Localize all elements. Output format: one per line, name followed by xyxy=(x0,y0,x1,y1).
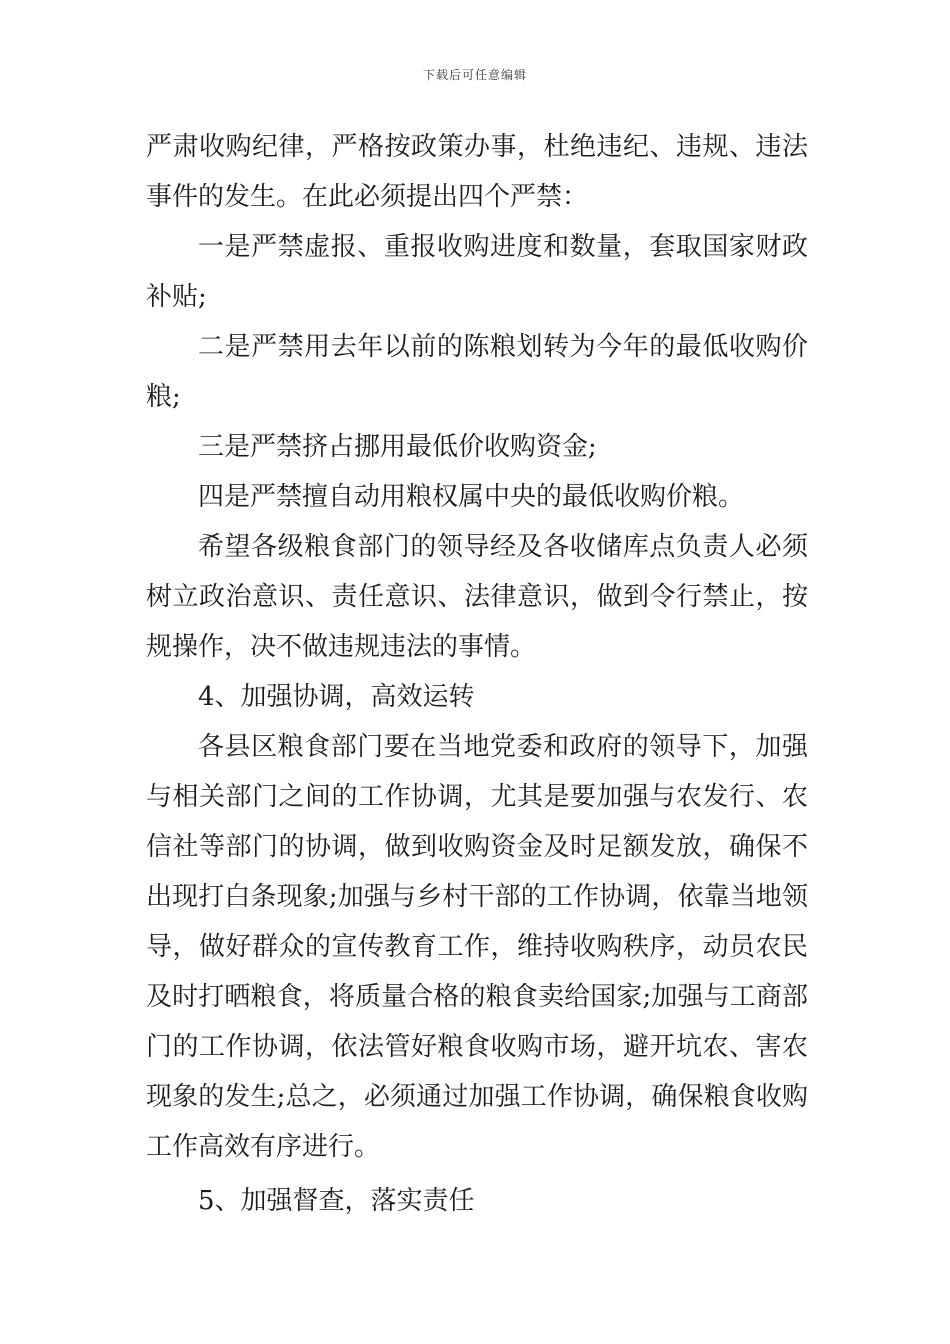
section-heading-4: 4、加强协调，高效运转 xyxy=(198,682,475,712)
paragraph-prohibition-4: 四是严禁擅自动用粮权属中央的最低收购价粮。 xyxy=(198,482,745,512)
paragraph-coordination: 各县区粮食部门要在当地党委和政府的领导下，加强与相关部门之间的工作协调，尤其是要加强与农发行、农信社等部门的协调，做到收购资金及时足额发放，确保不出现打白条现象;加强与乡村干部的工作协调，依靠当地领导，做好群众的宣传教育工作，维持收购秩序，动员农民及时打晒粮食，将质量合格的粮食卖给国家;加强与工商部门的工作协调，依法管好粮食收购市场，避开坑农、害农现象的发生;总之，必须通过加强工作协调，确保粮食收购工作高效有序进行。 xyxy=(146,732,808,1162)
paragraph-prohibition-1: 一是严禁虚报、重报收购进度和数量，套取国家财政补贴; xyxy=(146,232,808,312)
paragraph-discipline: 严肃收购纪律，严格按政策办事，杜绝违纪、违规、违法事件的发生。在此必须提出四个严禁： xyxy=(146,132,808,212)
section-heading-5: 5、加强督查，落实责任 xyxy=(198,1186,475,1216)
document-body xyxy=(146,122,808,1226)
paragraph-prohibition-2: 二是严禁用去年以前的陈粮划转为今年的最低收购价粮; xyxy=(146,332,808,412)
page-header: 下载后可任意编辑 xyxy=(422,68,527,82)
paragraph-hope: 希望各级粮食部门的领导经及各收储库点负责人必须树立政治意识、责任意识、法律意识，做到令行禁止，按规操作，决不做违规违法的事情。 xyxy=(146,532,808,662)
paragraph-prohibition-3: 三是严禁挤占挪用最低价收购资金; xyxy=(198,432,597,462)
